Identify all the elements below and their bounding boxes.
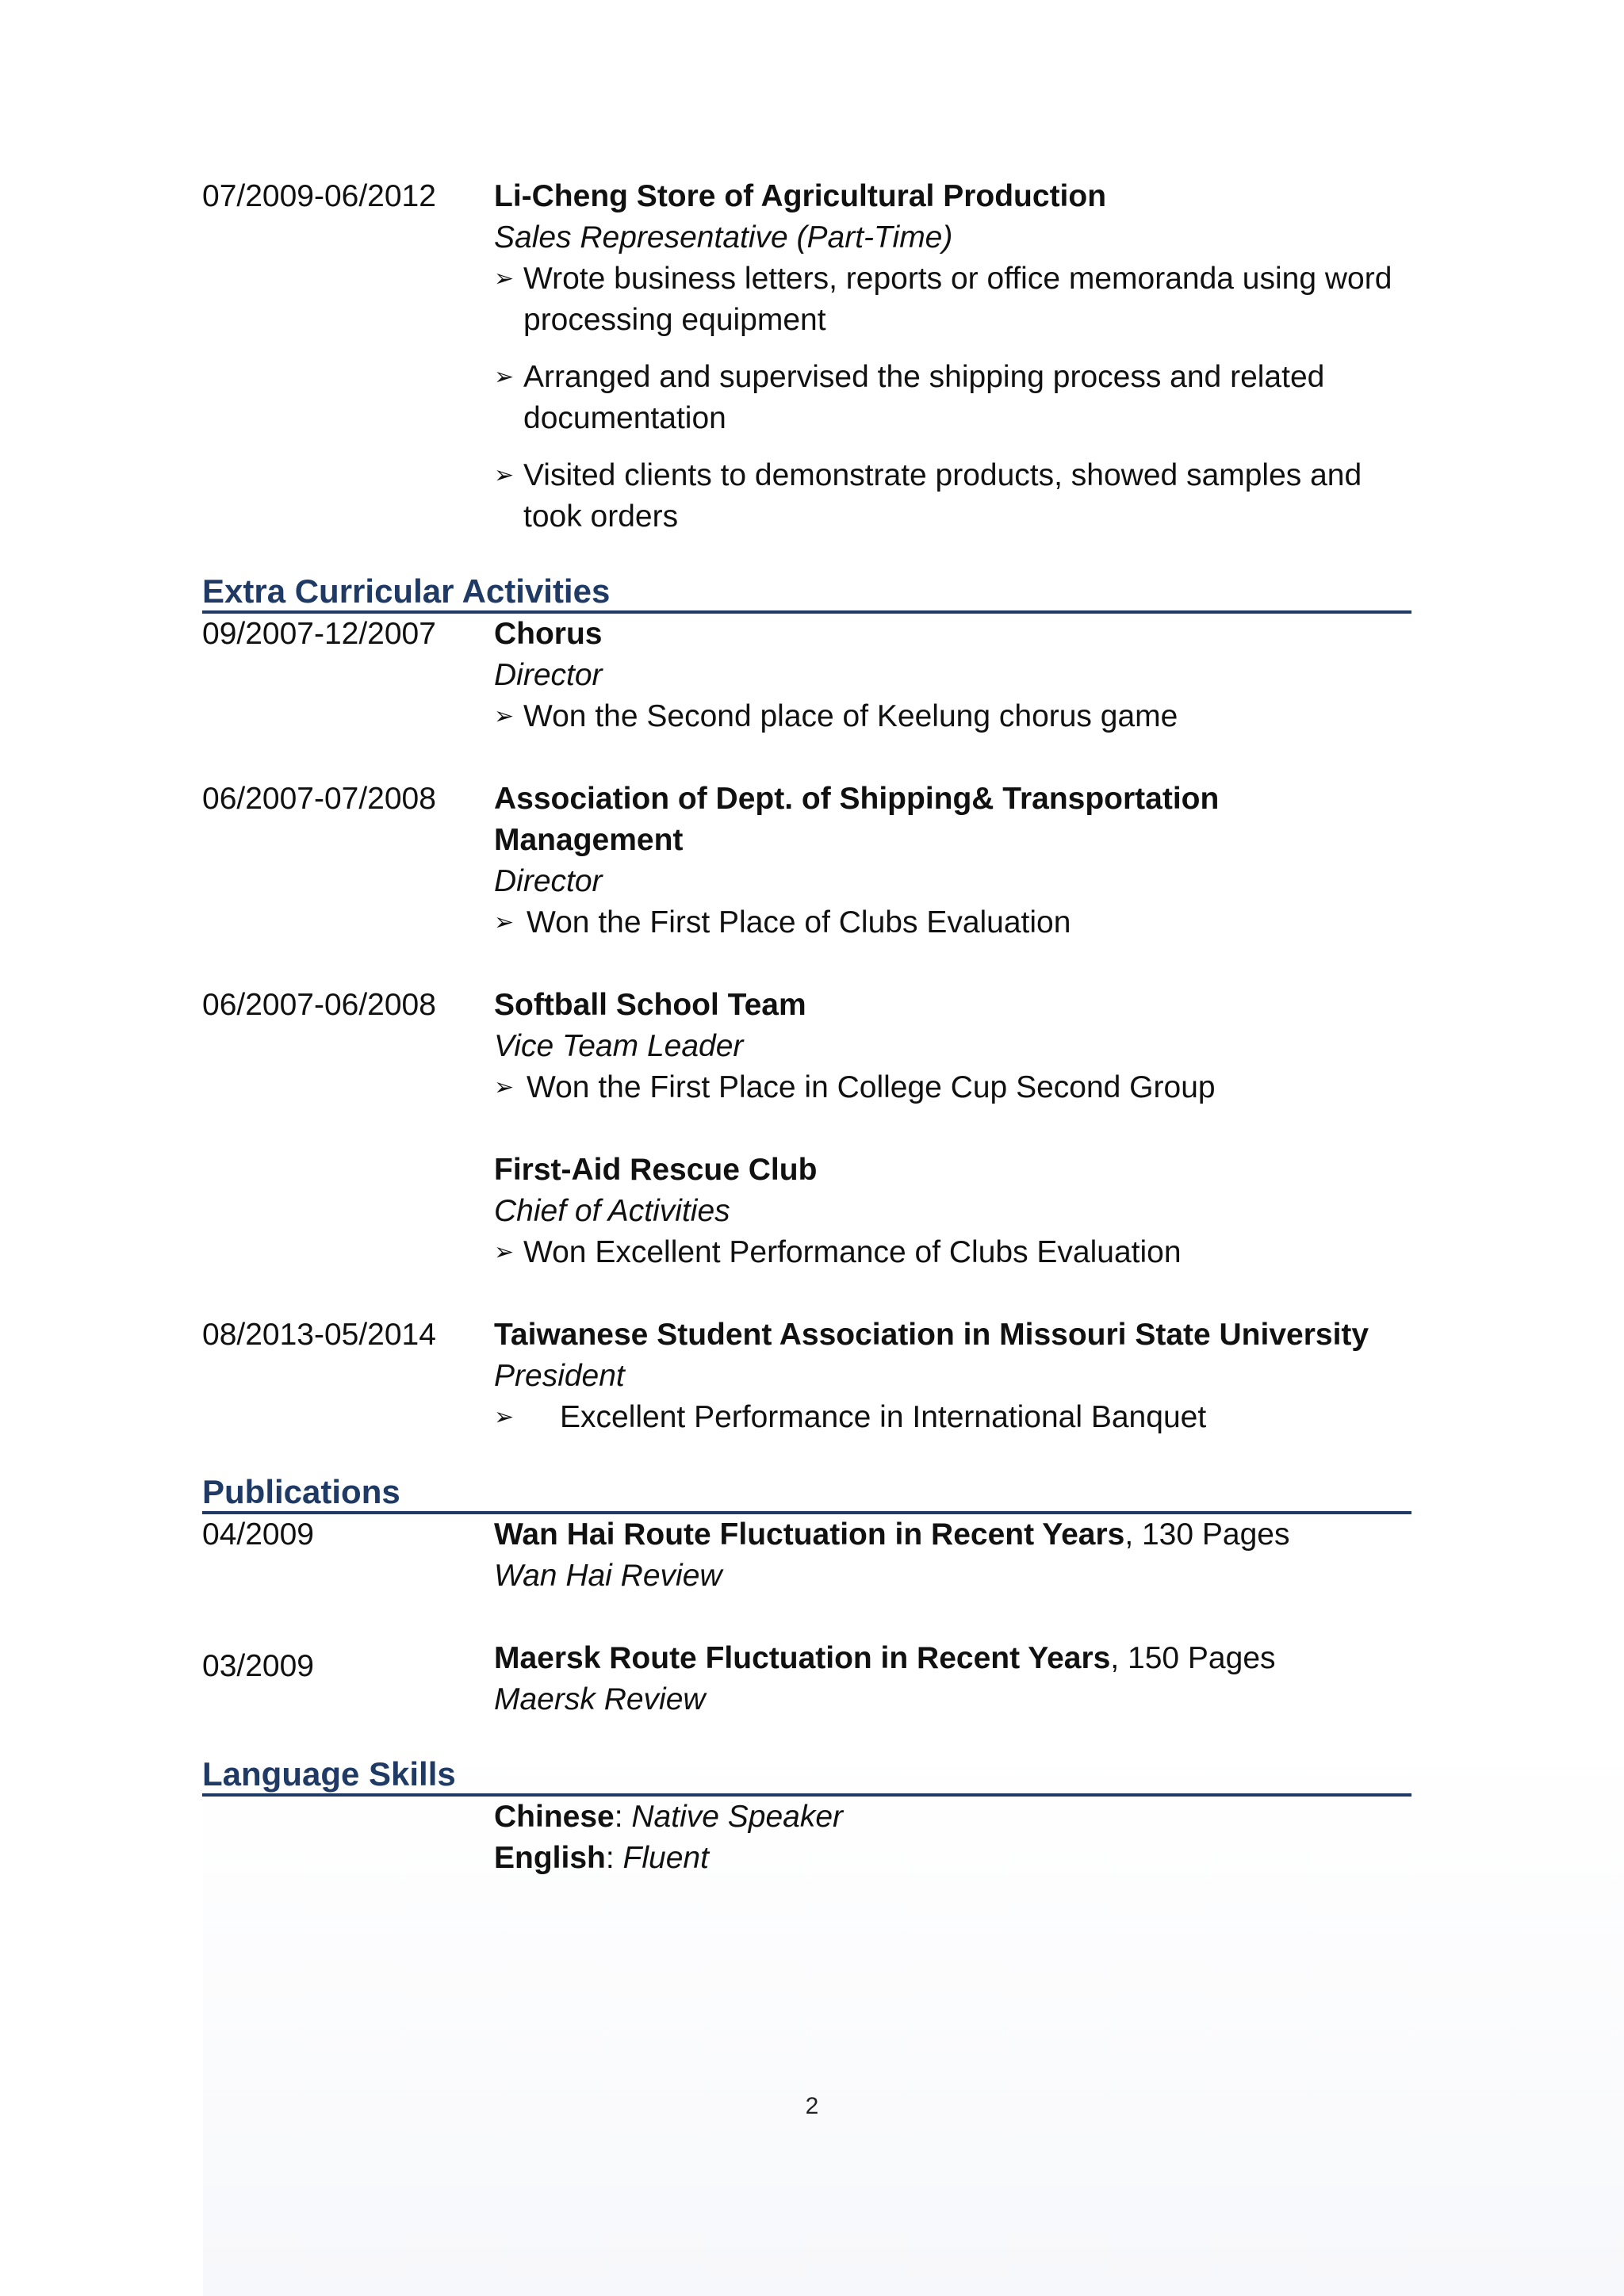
arrowhead-bullet-icon: ➢: [494, 1403, 515, 1431]
publication-date: 04/2009: [202, 1517, 314, 1552]
activity-title: First-Aid Rescue Club: [494, 1153, 818, 1187]
language-spacer: [202, 1797, 494, 1879]
activity-role: Vice Team Leader: [494, 1029, 744, 1063]
activity-title: Association of Dept. of Shipping& Transportation Management: [494, 782, 1220, 857]
publication-line: [494, 1514, 1411, 1556]
activities-heading: Extra Curricular Activities: [202, 572, 1411, 614]
arrowhead-bullet-icon: ➢: [494, 1073, 515, 1101]
work-role: Sales Representative (Part-Time): [494, 220, 953, 254]
activity-date: 08/2013-05/2014: [202, 1318, 436, 1352]
work-bullet-text: Arranged and supervised the shipping process and related documentation: [523, 360, 1325, 435]
publication-title: Wan Hai Route Fluctuation in Recent Years: [494, 1517, 1125, 1552]
activity-role: Chief of Activities: [494, 1194, 730, 1228]
language-list: [494, 1797, 1411, 1879]
activity-bullet-text: Won Excellent Performance of Clubs Evaluation: [523, 1235, 1182, 1269]
work-bullet-text: Visited clients to demonstrate products, showed samples and took orders: [523, 458, 1362, 534]
activity-entry: [202, 985, 1411, 1108]
arrowhead-bullet-icon: ➢: [494, 1238, 515, 1266]
language-entry: [202, 1797, 1411, 1879]
activity-bullet: [494, 902, 1411, 943]
work-date: 07/2009-06/2012: [202, 179, 436, 213]
work-bullet: [494, 258, 1411, 341]
resume-page: [202, 176, 1411, 1879]
activity-details: [494, 779, 1411, 943]
language-separator: :: [614, 1800, 632, 1834]
activity-bullet-text: Excellent Performance in International Banquet: [560, 1400, 1207, 1434]
language-item: [494, 1797, 1411, 1838]
activity-date: 06/2007-07/2008: [202, 782, 436, 816]
activity-date: [202, 1150, 494, 1273]
publications-heading: Publications: [202, 1473, 1411, 1514]
language-name: Chinese: [494, 1800, 615, 1834]
publication-details: [494, 1638, 1411, 1720]
activity-details: [494, 985, 1411, 1108]
publication-entry: [202, 1638, 1411, 1720]
activity-entry: [202, 614, 1411, 737]
publication-date: 03/2009: [202, 1649, 314, 1683]
work-bullets: [494, 258, 1411, 538]
activity-details: [494, 614, 1411, 737]
activity-bullet: [494, 696, 1411, 737]
work-bullet-text: Wrote business letters, reports or office memoranda using word processing equipment: [523, 262, 1392, 337]
language-heading: Language Skills: [202, 1755, 1411, 1797]
activity-bullet: [494, 1232, 1411, 1273]
work-entry: [202, 176, 1411, 538]
language-separator: :: [605, 1841, 623, 1875]
arrowhead-bullet-icon: ➢: [494, 265, 515, 293]
activity-role: Director: [494, 658, 603, 692]
activity-date: 09/2007-12/2007: [202, 617, 436, 651]
activity-bullet-text: Won the First Place in College Cup Second Group: [527, 1070, 1216, 1104]
activity-entry: [202, 779, 1411, 943]
arrowhead-bullet-icon: ➢: [494, 363, 515, 391]
language-item: [494, 1838, 1411, 1879]
publication-pages: , 130 Pages: [1124, 1517, 1290, 1552]
activity-details: [494, 1150, 1411, 1273]
activity-role: President: [494, 1359, 625, 1393]
arrowhead-bullet-icon: ➢: [494, 461, 515, 489]
language-level: Fluent: [622, 1841, 709, 1875]
publication-entry: [202, 1514, 1411, 1597]
activity-title: Taiwanese Student Association in Missouri State University: [494, 1318, 1369, 1352]
work-title: Li-Cheng Store of Agricultural Production: [494, 179, 1107, 213]
activity-title: Chorus: [494, 617, 603, 651]
arrowhead-bullet-icon: ➢: [494, 909, 515, 936]
activity-bullet: [494, 1067, 1411, 1108]
publication-pages: , 150 Pages: [1110, 1641, 1276, 1675]
activity-bullet: [494, 1397, 1411, 1438]
activity-title: Softball School Team: [494, 988, 806, 1022]
publication-venue: Maersk Review: [494, 1682, 706, 1716]
publication-details: [494, 1514, 1411, 1597]
publication-line: [494, 1638, 1411, 1679]
activity-entry: [202, 1150, 1411, 1273]
work-bullet: [494, 357, 1411, 439]
activity-bullet-text: Won the Second place of Keelung chorus game: [523, 699, 1178, 733]
work-bullet: [494, 455, 1411, 538]
activity-bullet-text: Won the First Place of Clubs Evaluation: [527, 905, 1071, 939]
arrowhead-bullet-icon: ➢: [494, 702, 515, 730]
publication-title: Maersk Route Fluctuation in Recent Years: [494, 1641, 1111, 1675]
activity-entry: [202, 1314, 1411, 1438]
work-details: [494, 176, 1411, 538]
language-level: Native Speaker: [631, 1800, 844, 1834]
activity-role: Director: [494, 864, 603, 898]
activity-date: 06/2007-06/2008: [202, 988, 436, 1022]
page-number: 2: [805, 2093, 819, 2119]
language-name: English: [494, 1841, 606, 1875]
publication-venue: Wan Hai Review: [494, 1559, 722, 1593]
activity-details: [494, 1314, 1411, 1438]
